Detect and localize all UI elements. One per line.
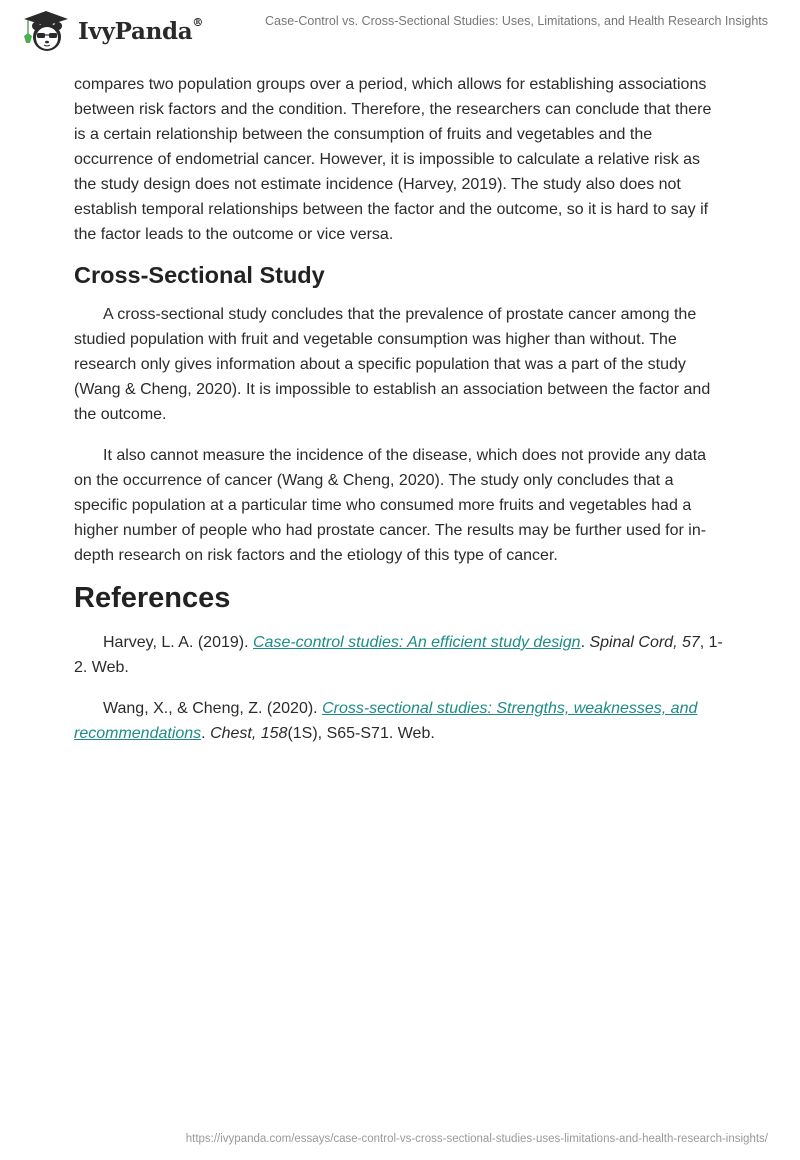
body-paragraph: It also cannot measure the incidence of the disease, which does not provide any data on the occurrence of cancer (Wang & Cheng, 2020). The study only concludes that a specific population at a particular time who consumed more fruits and vegetables had a higher number of people who had prostate cancer. The results may be further used for in-depth research on risk factors and the etiology of this type of cancer. <box>74 447 707 564</box>
reference-item: Wang, X., & Cheng, Z. (2020). Cross-sectional studies: Strengths, weaknesses, and recommendations. Chest, 158(1S), S65-S71. Web. <box>74 700 698 742</box>
logo-wordmark: IvyPanda® <box>78 15 204 45</box>
body-paragraph: A cross-sectional study concludes that the prevalence of prostate cancer among the studied population with fruit and vegetable consumption was higher than without. The research only gives information about a specific population that was a part of the study (Wang & Cheng, 2020). It is impossible to establish an association between the factor and the outcome. <box>74 306 711 423</box>
essay-content <box>74 72 726 746</box>
references-heading: References <box>74 582 231 614</box>
reference-link[interactable]: Cross-sectional studies: Strengths, weaknesses, and recommendations <box>74 700 698 742</box>
page-header <box>0 0 800 60</box>
reference-link[interactable]: Case-control studies: An efficient study design <box>253 634 581 651</box>
source-url[interactable]: https://ivypanda.com/essays/case-control-vs-cross-sectional-studies-uses-limitations-and-health-research-insights/ <box>185 1133 768 1145</box>
reference-item: Harvey, L. A. (2019). Case-control studies: An efficient study design. Spinal Cord, 57, 1-2. Web. <box>74 634 723 676</box>
document-title: Case-Control vs. Cross-Sectional Studies: Uses, Limitations, and Health Research Insights <box>265 14 768 28</box>
ivypanda-logo[interactable] <box>20 9 203 53</box>
section-heading: Cross-Sectional Study <box>74 262 325 288</box>
intro-paragraph: compares two population groups over a period, which allows for establishing associations between risk factors and the condition. Therefore, the researchers can conclude that there is a certain relationship between the consumption of fruits and vegetables and the occurrence of endometrial cancer. However, it is impossible to calculate a relative risk as the study design does not estimate incidence (Harvey, 2019). The study also does not establish temporal relationships between the factor and the outcome, so it is hard to say if the factor leads to the outcome or vice versa. <box>74 76 712 243</box>
panda-graduate-icon <box>20 9 72 53</box>
